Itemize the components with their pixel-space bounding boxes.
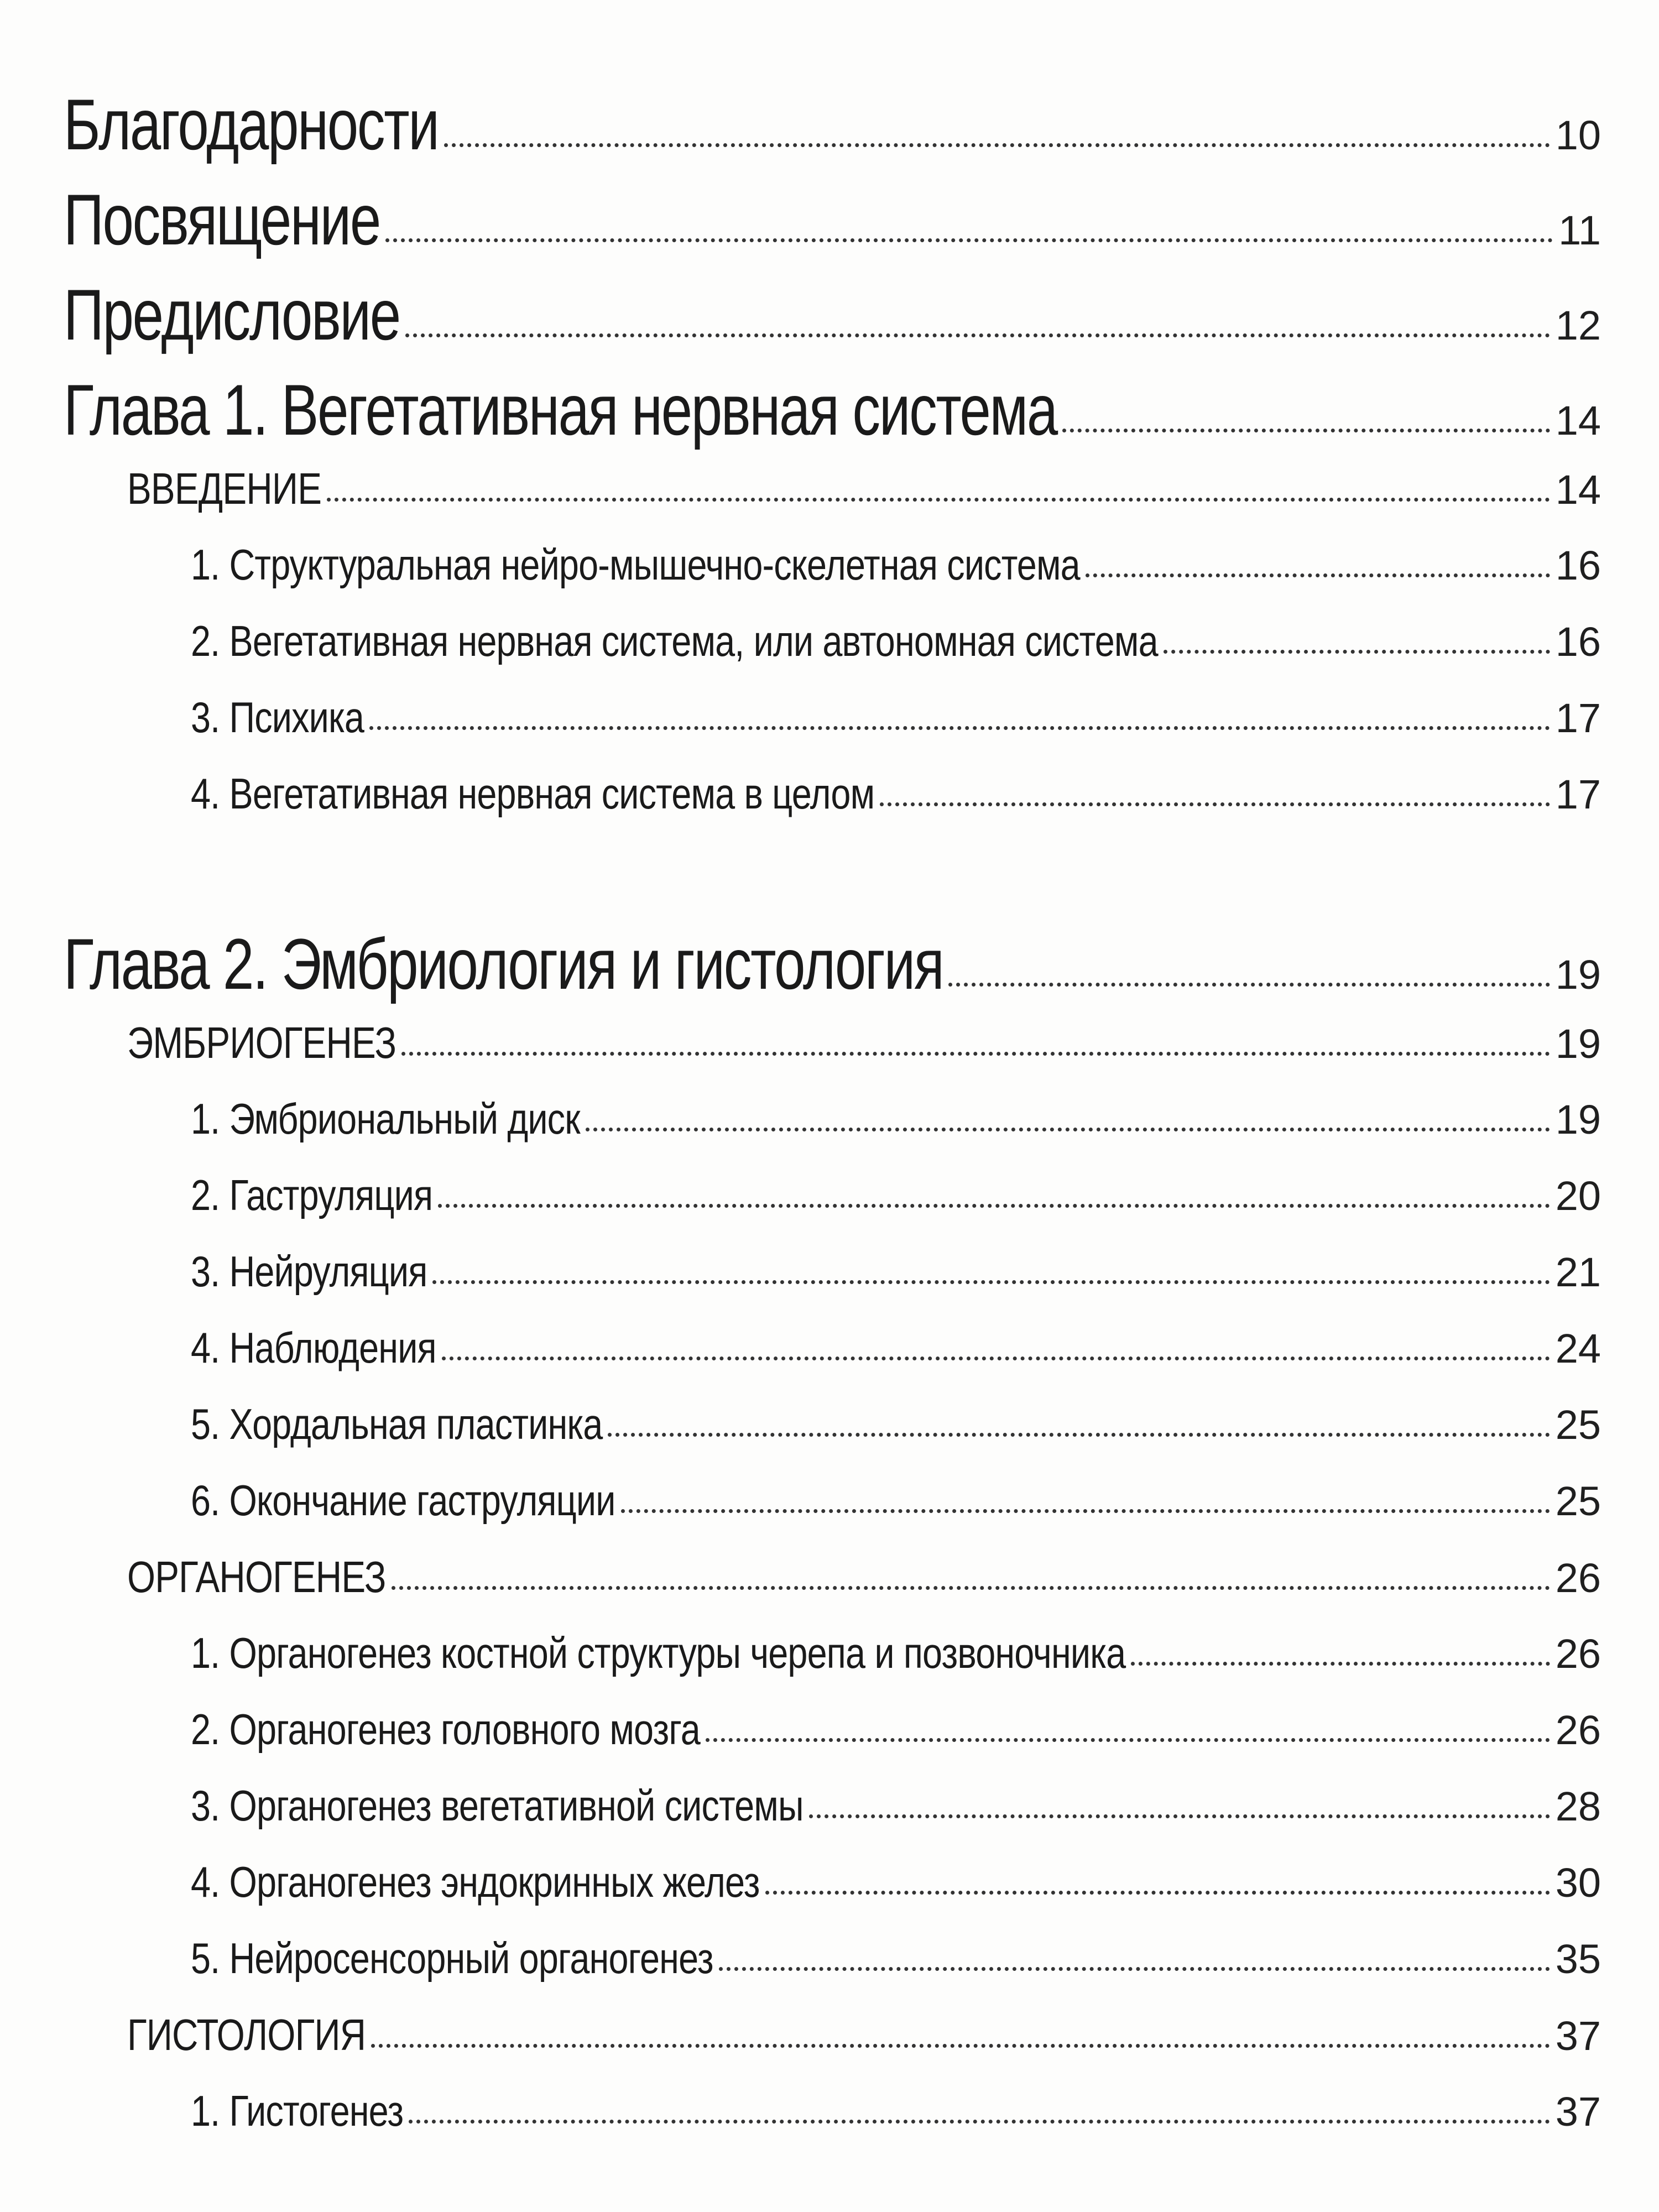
toc-section-title: ВВЕДЕНИЕ [127,464,322,513]
toc-entry-preface[interactable] [64,273,1601,368]
toc-entry-acknowledgements[interactable] [64,83,1601,178]
dot-leader [948,983,1550,987]
toc-section-title: ЭМБРИОГЕНЕЗ [127,1018,397,1067]
toc-page-number: 26 [1555,1707,1601,1753]
chapter-spacer [64,845,1601,922]
toc-section-title: ГИСТОЛОГИЯ [127,2010,366,2059]
dot-leader [409,2120,1550,2124]
dot-leader [1062,429,1550,432]
toc-item[interactable] [64,1246,1601,1323]
dot-leader [621,1509,1550,1513]
toc-item[interactable] [64,769,1601,845]
toc-page-number: 19 [1555,1097,1601,1142]
toc-item-title: 1. Гистогенез [191,2086,404,2135]
dot-leader [444,143,1550,147]
toc-item-title: 4. Органогенез эндокринных желез [191,1858,760,1906]
dot-leader [719,1967,1550,1971]
dot-leader [706,1738,1550,1742]
toc-entry-introduction[interactable] [64,463,1601,540]
toc-item[interactable] [64,1704,1601,1781]
toc-item-title: 1. Органогенез костной структуры черепа и позвоночника [191,1629,1126,1677]
toc-item-title: 5. Хордальная пластинка [191,1400,603,1448]
toc-item-title: 2. Гаструляция [191,1171,433,1219]
toc-entry-title: Глава 2. Эмбриология и гистология [64,924,943,1004]
toc-page-number: 14 [1555,398,1601,444]
dot-leader [385,238,1553,242]
dot-leader [765,1891,1550,1895]
toc-page-number: 19 [1555,1021,1601,1067]
toc-section-title: ОРГАНОГЕНЕЗ [127,1552,386,1601]
dot-leader [1131,1662,1550,1666]
toc-item-title: 1. Структуральная нейро-мышечно-скелетная система [191,540,1080,589]
dot-leader [432,1280,1550,1284]
toc-item[interactable] [64,540,1601,616]
toc-page-number: 16 [1555,619,1601,665]
toc-page-number: 16 [1555,542,1601,588]
toc-item-title: 4. Вегетативная нервная система в целом [191,769,875,818]
dot-leader [327,498,1550,502]
dot-leader [1086,573,1550,577]
toc-page-number: 37 [1555,2013,1601,2059]
toc-item[interactable] [64,1399,1601,1475]
toc-item[interactable] [64,692,1601,769]
toc-entry-chapter-2[interactable] [64,922,1601,1018]
toc-page-number: 19 [1555,952,1601,998]
toc-item[interactable] [64,1628,1601,1704]
toc-page-number: 24 [1555,1326,1601,1371]
table-of-contents [64,83,1601,2162]
toc-item-title: 3. Нейруляция [191,1247,427,1296]
dot-leader [880,802,1550,806]
dot-leader [438,1204,1550,1208]
toc-page-number: 11 [1558,207,1601,253]
toc-page-number: 28 [1555,1783,1601,1829]
toc-entry-chapter-1[interactable] [64,368,1601,463]
toc-page-number: 26 [1555,1555,1601,1601]
toc-item[interactable] [64,1094,1601,1170]
dot-leader [401,1052,1550,1056]
toc-item[interactable] [64,1933,1601,2010]
toc-item-title: 3. Органогенез вегетативной системы [191,1781,804,1830]
dot-leader [392,1586,1550,1590]
dot-leader [608,1433,1550,1437]
toc-item[interactable] [64,1323,1601,1399]
toc-entry-title: Посвящение [64,179,380,260]
toc-page-number: 12 [1555,302,1601,348]
toc-item-title: 4. Наблюдения [191,1323,436,1372]
toc-item[interactable] [64,616,1601,692]
dot-leader [369,726,1550,730]
toc-page-number: 10 [1555,112,1601,158]
toc-page-number: 30 [1555,1860,1601,1906]
dot-leader [1164,650,1550,654]
toc-page-number: 17 [1555,771,1601,817]
toc-entry-dedication[interactable] [64,178,1601,273]
toc-item-title: 3. Психика [191,693,364,742]
toc-entry-title: Благодарности [64,84,439,165]
toc-item[interactable] [64,1170,1601,1246]
toc-entry-organogenesis[interactable] [64,1552,1601,1628]
toc-item[interactable] [64,1857,1601,1933]
toc-page-number: 17 [1555,695,1601,741]
toc-item[interactable] [64,1781,1601,1857]
toc-page-number: 25 [1555,1402,1601,1448]
toc-page-number: 20 [1555,1173,1601,1219]
toc-item-title: 1. Эмбриональный диск [191,1094,580,1143]
toc-page-number: 35 [1555,1936,1601,1982]
toc-page-number: 21 [1555,1249,1601,1295]
toc-item-title: 6. Окончание гаструляции [191,1476,615,1525]
toc-item-title: 2. Органогенез головного мозга [191,1705,700,1754]
dot-leader [442,1357,1550,1360]
toc-item-title: 2. Вегетативная нервная система, или автономная система [191,617,1158,665]
toc-item[interactable] [64,2086,1601,2162]
toc-entry-title: Глава 1. Вегетативная нервная система [64,369,1057,450]
dot-leader [586,1128,1550,1131]
toc-entry-embryogenesis[interactable] [64,1018,1601,1094]
toc-entry-histology[interactable] [64,2010,1601,2086]
toc-item[interactable] [64,1475,1601,1552]
toc-item-title: 5. Нейросенсорный органогенез [191,1934,713,1983]
dot-leader [809,1814,1550,1818]
toc-page-number: 14 [1555,467,1601,513]
toc-page-number: 25 [1555,1478,1601,1524]
toc-page-number: 26 [1555,1631,1601,1677]
dot-leader [371,2044,1550,2048]
dot-leader [405,333,1550,337]
toc-entry-title: Предисловие [64,274,400,355]
toc-page-number: 37 [1555,2089,1601,2135]
